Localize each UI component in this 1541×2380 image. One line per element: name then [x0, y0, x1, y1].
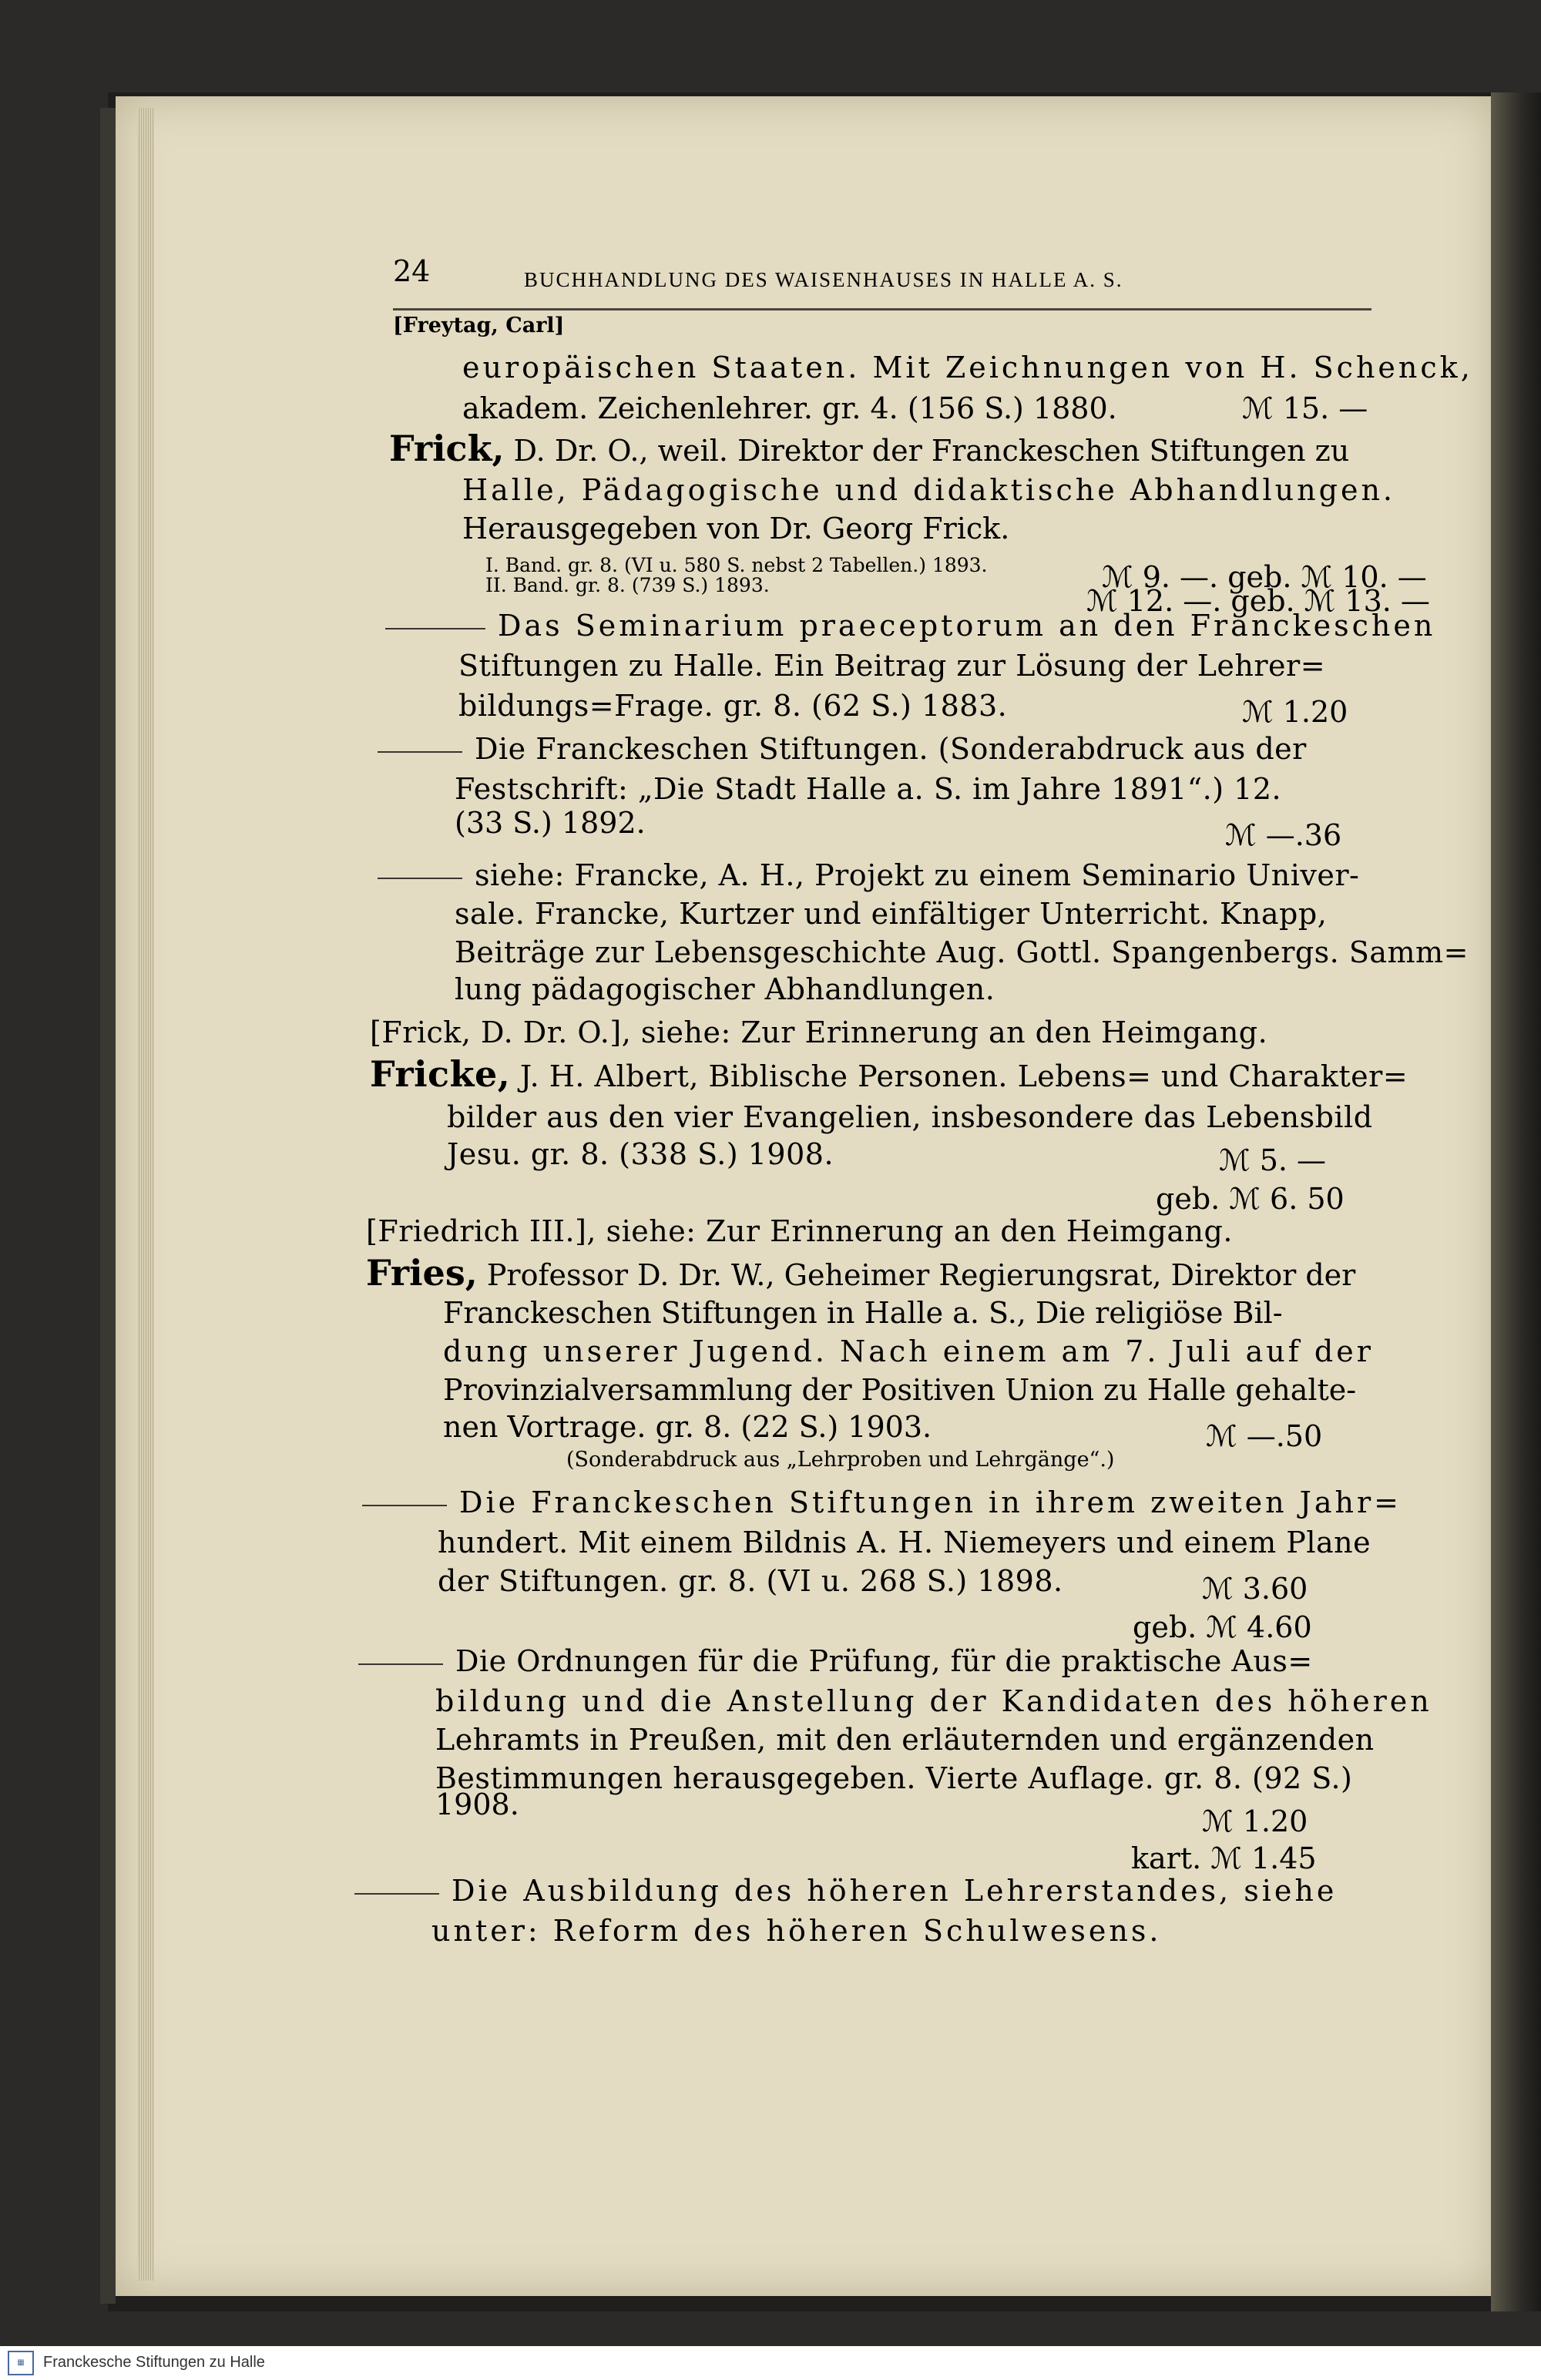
entry-line: I. Band. gr. 8. (VI u. 580 S. nebst 2 Tabellen.) 1893. [485, 554, 988, 576]
author-name: Frick, [389, 428, 505, 469]
price: ℳ 12. —. geb. ℳ 13. — [1086, 584, 1430, 618]
entry-line: Die Ausbildung des höheren Lehrerstandes, siehe [354, 1874, 1337, 1908]
entry-line: akadem. Zeichenlehrer. gr. 4. (156 S.) 1880. [462, 391, 1117, 425]
entry-line: bilder aus den vier Evangelien, insbesondere das Lebensbild [447, 1100, 1373, 1134]
entry-line: europäischen Staaten. Mit Zeichnungen von H. Schenck, [462, 351, 1473, 384]
entry-note: (Sonderabdruck aus „Lehrproben und Lehrgänge“.) [566, 1448, 1115, 1472]
entry-line: Provinzialversammlung der Positiven Union zu Halle gehalte- [443, 1373, 1357, 1407]
entry-line: sale. Francke, Kurtzer und einfältiger Unterricht. Knapp, [455, 897, 1328, 931]
entry-line: 1908. [435, 1788, 519, 1821]
entry-line: II. Band. gr. 8. (739 S.) 1893. [485, 574, 770, 596]
entry-line: unter: Reform des höheren Schulwesens. [431, 1914, 1162, 1948]
entry-line: dung unserer Jugend. Nach einem am 7. Juli auf der [443, 1334, 1374, 1368]
entry-line: der Stiftungen. gr. 8. (VI u. 268 S.) 1898. [438, 1564, 1063, 1598]
price: ℳ 1.20 [1202, 1804, 1308, 1838]
price: ℳ 3.60 [1202, 1572, 1308, 1606]
ditto-dash [354, 1893, 439, 1895]
entry-line: Die Ordnungen für die Prüfung, für die praktische Aus= [358, 1644, 1313, 1678]
price: ℳ 9. —. geb. ℳ 10. — [1102, 560, 1427, 594]
ditto-dash [362, 1505, 447, 1506]
entry-line: [Freytag, Carl] [393, 314, 565, 337]
entry-line: Jesu. gr. 8. (338 S.) 1908. [447, 1137, 834, 1171]
book-gutter [1491, 92, 1541, 2311]
entry-line: Herausgegeben von Dr. Georg Frick. [462, 512, 1010, 545]
price: ℳ 5. — [1219, 1143, 1327, 1177]
entry-text: Professor D. Dr. W., Geheimer Regierungsrat, Direktor der [477, 1258, 1356, 1292]
entry-line: bildungs=Frage. gr. 8. (62 S.) 1883. [458, 689, 1008, 723]
entry-line: bildung und die Anstellung der Kandidaten des höheren [435, 1684, 1432, 1718]
entry-line: nen Vortrage. gr. 8. (22 S.) 1903. [443, 1410, 932, 1444]
running-header [393, 254, 1371, 300]
entry-line: hundert. Mit einem Bildnis A. H. Niemeyers und einem Plane [438, 1526, 1371, 1559]
price: ℳ 1.20 [1242, 695, 1348, 729]
page-number: 24 [393, 254, 431, 288]
price: ℳ 15. — [1242, 391, 1368, 425]
entry-line: Franckeschen Stiftungen in Halle a. S., Die religiöse Bil- [443, 1296, 1283, 1330]
entry-line: Lehramts in Preußen, mit den erläuternden und ergänzenden [435, 1723, 1375, 1757]
price: geb. ℳ 4.60 [1133, 1610, 1312, 1644]
author-name: Fries, [366, 1252, 478, 1294]
entry-line: [Friedrich III.], siehe: Zur Erinnerung an den Heimgang. [366, 1214, 1233, 1248]
library-logo-icon: ▦ [8, 2351, 34, 2375]
footer-text: Franckesche Stiftungen zu Halle [43, 2354, 265, 2371]
price: kart. ℳ 1.45 [1131, 1841, 1317, 1875]
entry-line: Die Franckeschen Stiftungen in ihrem zweiten Jahr= [362, 1485, 1402, 1519]
entry-line: Das Seminarium praeceptorum an den Franckeschen [385, 609, 1435, 643]
price: geb. ℳ 6. 50 [1156, 1182, 1345, 1216]
header-rule [393, 308, 1371, 311]
entry-line: Bestimmungen herausgegeben. Vierte Auflage. gr. 8. (92 S.) [435, 1761, 1353, 1795]
entry-line [389, 428, 1350, 469]
entry-line: Stiftungen zu Halle. Ein Beitrag zur Lösung der Lehrer= [458, 649, 1326, 683]
book-cover-edge [100, 108, 116, 2304]
footer-bar [0, 2346, 1541, 2380]
entry-line: Festschrift: „Die Stadt Halle a. S. im Jahre 1891“.) 12. [455, 772, 1282, 806]
entry-line: [Frick, D. Dr. O.], siehe: Zur Erinnerung an den Heimgang. [370, 1015, 1268, 1049]
entry-line [366, 1252, 1356, 1294]
entry-line: (33 S.) 1892. [455, 806, 646, 840]
page-stack-edge [137, 108, 154, 2281]
entry-line: Halle, Pädagogische und didaktische Abhandlungen. [462, 473, 1395, 507]
entry-line: siehe: Francke, A. H., Projekt zu einem Seminario Univer- [378, 858, 1359, 892]
running-title: BUCHHANDLUNG DES WAISENHAUSES IN HALLE A. S. [524, 268, 1123, 291]
entry-text: J. H. Albert, Biblische Personen. Lebens= und Charakter= [510, 1059, 1408, 1093]
ditto-dash [378, 878, 462, 879]
entry-line [370, 1053, 1408, 1095]
price: ℳ —.50 [1206, 1419, 1323, 1453]
entry-text: D. Dr. O., weil. Direktor der Franckeschen Stiftungen zu [504, 434, 1350, 468]
ditto-dash [385, 628, 485, 629]
price: ℳ —.36 [1225, 818, 1342, 852]
entry-line: Beiträge zur Lebensgeschichte Aug. Gottl. Spangenbergs. Samm= [455, 935, 1469, 969]
ditto-dash [378, 751, 462, 753]
entry-line: lung pädagogischer Abhandlungen. [455, 972, 995, 1006]
ditto-dash [358, 1663, 443, 1665]
author-name: Fricke, [370, 1053, 511, 1095]
entry-line: Die Franckeschen Stiftungen. (Sonderabdruck aus der [378, 732, 1307, 766]
